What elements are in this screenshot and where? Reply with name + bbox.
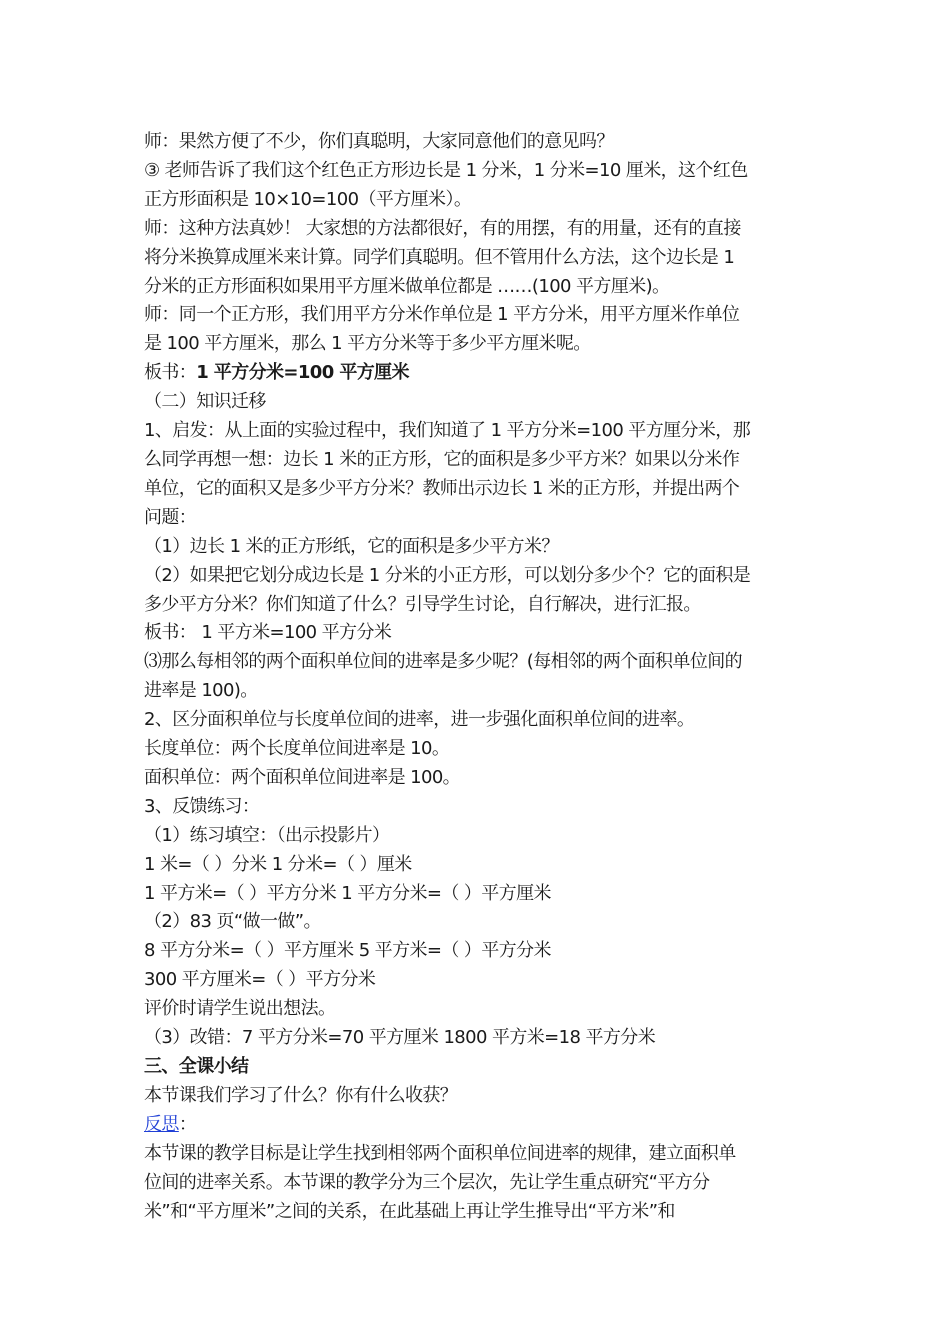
text-line: 8 平方分米=（ ）平方厘米 5 平方米=（ ）平方分米	[144, 940, 551, 962]
text-line: （3）改错：7 平方分米=70 平方厘米 1800 平方米=18 平方分米	[144, 1027, 656, 1049]
text-line: 将分米换算成厘米来计算。同学们真聪明。但不管用什么方法，这个边长是 1	[144, 246, 735, 268]
text-line: 进率是 100)。	[144, 680, 258, 702]
text-line: 1、启发：从上面的实验过程中，我们知道了 1 平方分米=100 平方厘分米，那	[144, 420, 751, 442]
text-line	[144, 1111, 808, 1140]
text-line: 本节课的教学目标是让学生找到相邻两个面积单位间进率的规律，建立面积单	[144, 1142, 736, 1164]
text-line: 板书： 1 平方米=100 平方分米	[144, 622, 392, 644]
text-line: 师：同一个正方形，我们用平方分米作单位是 1 平方分米，用平方厘米作单位	[144, 304, 740, 326]
text-line: 位间的进率关系。本节课的教学分为三个层次，先让学生重点研究“平方分	[144, 1171, 710, 1193]
text-line: 师：这种方法真妙！ 大家想的方法都很好，有的用摆，有的用量，还有的直接	[144, 217, 741, 239]
text-line: 多少平方分米？你们知道了什么？引导学生讨论，自行解决，进行汇报。	[144, 593, 701, 615]
text-line: 正方形面积是 10×10=100（平方厘米）。	[144, 188, 472, 210]
link-suffix: ：	[178, 1113, 197, 1135]
board-label: 板书：	[144, 362, 197, 384]
section-heading: 三、全课小结	[144, 1056, 249, 1077]
text-line: 评价时请学生说出想法。	[144, 998, 336, 1020]
text-line: 1 米=（ ）分米 1 分米=（ ）厘米	[144, 853, 412, 875]
text-line: 300 平方厘米=（ ）平方分米	[144, 969, 376, 991]
text-line: ③ 老师告诉了我们这个红色正方形边长是 1 分米，1 分米=10 厘米，这个红色	[144, 159, 748, 181]
text-line: （1）练习填空：（出示投影片）	[144, 824, 390, 846]
text-line: （二）知识迁移	[144, 391, 266, 413]
text-line: （1）边长 1 米的正方形纸，它的面积是多少平方米？	[144, 535, 559, 557]
text-line	[144, 359, 808, 388]
reflection-link[interactable]: 反思	[144, 1113, 179, 1135]
text-line: 长度单位：两个长度单位间进率是 10。	[144, 738, 450, 760]
text-line: 是 100 平方厘米，那么 1 平方分米等于多少平方厘米呢。	[144, 333, 591, 355]
text-line: 师：果然方便了不少，你们真聪明，大家同意他们的意见吗？	[144, 131, 614, 152]
text-line: （2）如果把它划分成边长是 1 分米的小正方形，可以划分多少个？它的面积是	[144, 564, 751, 586]
text-line: ⑶那么每相邻的两个面积单位间的进率是多少呢？(每相邻的两个面积单位间的	[144, 651, 743, 673]
text-line: （2）83 页“做一做”。	[144, 911, 321, 933]
text-line: 面积单位：两个面积单位间进率是 100。	[144, 766, 461, 788]
text-line: 么同学再想一想：边长 1 米的正方形，它的面积是多少平方米？如果以分米作	[144, 448, 740, 470]
text-line: 单位，它的面积又是多少平方分米？教师出示边长 1 米的正方形，并提出两个	[144, 477, 740, 499]
text-line: 分米的正方形面积如果用平方厘米做单位都是 ……(100 平方厘米)。	[144, 275, 670, 297]
text-line: 米”和“平方厘米”之间的关系，在此基础上再让学生推导出“平方米”和	[144, 1200, 675, 1222]
document-body	[144, 128, 808, 1226]
board-formula: 1 平方分米=100 平方厘米	[196, 362, 409, 384]
text-line: 2、区分面积单位与长度单位间的进率，进一步强化面积单位间的进率。	[144, 709, 695, 731]
text-line: 3、反馈练习：	[144, 795, 260, 817]
text-line: 1 平方米=（ ）平方分米 1 平方分米=（ ）平方厘米	[144, 882, 551, 904]
text-line: 问题：	[144, 506, 197, 528]
text-line: 本节课我们学习了什么？你有什么收获？	[144, 1084, 458, 1106]
